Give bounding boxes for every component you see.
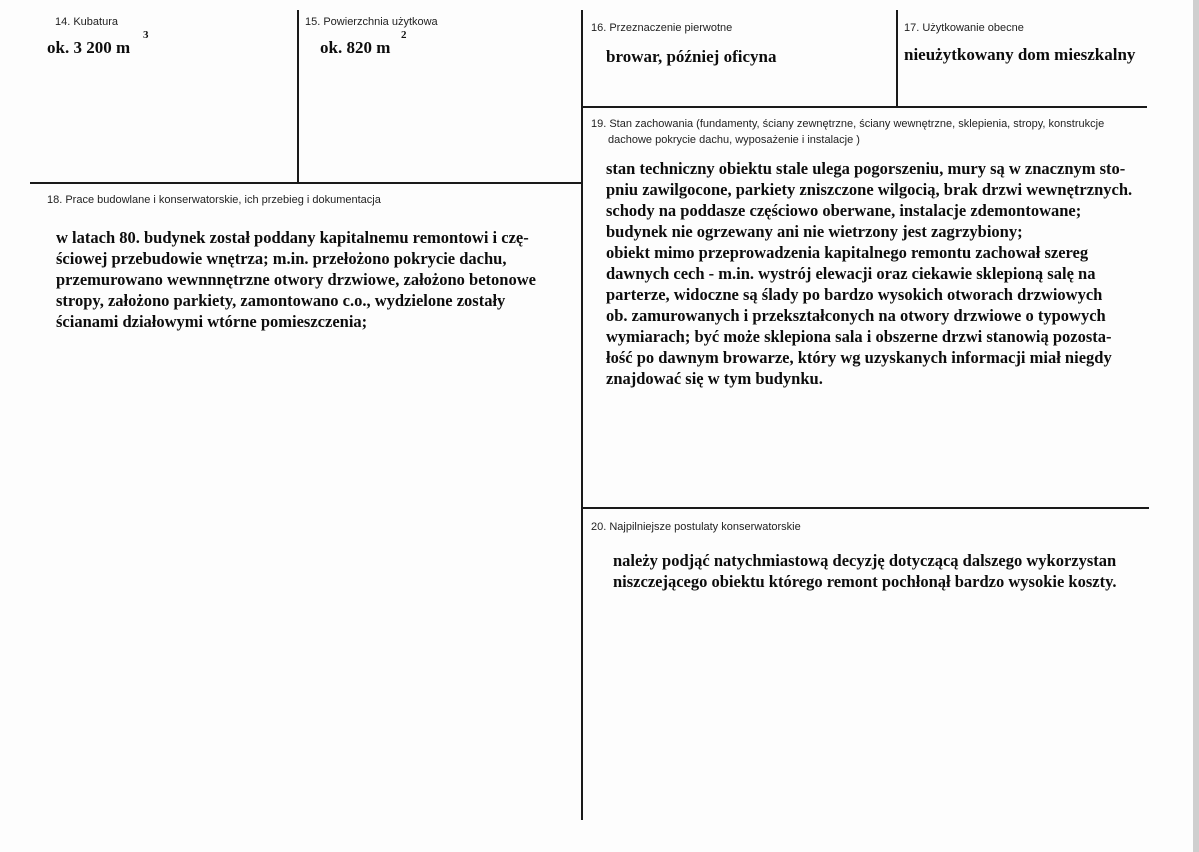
field-20-text — [613, 550, 1117, 592]
field-18-label: 18. Prace budowlane i konserwatorskie, ich przebieg i dokumentacja — [47, 194, 381, 206]
scan-edge-right — [1193, 0, 1199, 852]
field-18-text — [56, 227, 536, 332]
field-15-label: 15. Powierzchnia użytkowa — [305, 16, 438, 28]
divider-h-18 — [30, 182, 582, 184]
field-15-unit-exponent: 2 — [401, 29, 407, 41]
field-19-line: dawnych cech - m.in. wystrój elewacji oraz ciekawie sklepioną salę na — [606, 264, 1096, 283]
divider-v-main — [581, 10, 583, 820]
field-18-line: ścianami działowymi wtórne pomieszczenia; — [56, 312, 368, 331]
field-18-line: przemurowano wewnnnętrzne otwory drzwiowe, założono betonowe — [56, 270, 536, 289]
field-19-label-line-2: dachowe pokrycie dachu, wyposażenie i instalacje ) — [608, 134, 860, 146]
field-19-line: znajdować się w tym budynku. — [606, 369, 823, 388]
field-17-value: nieużytkowany dom mieszkalny — [904, 45, 1136, 64]
divider-v-14-15 — [297, 10, 299, 182]
field-19-line: schody na poddasze częściowo oberwane, instalacje zdemontowane; — [606, 201, 1082, 220]
divider-h-20 — [582, 507, 1149, 509]
field-19-label-line-1: 19. Stan zachowania (fundamenty, ściany zewnętrzne, ściany wewnętrzne, sklepienia, stropy, konstrukcje — [591, 118, 1105, 130]
field-16-label: 16. Przeznaczenie pierwotne — [591, 22, 733, 34]
field-18-line: ściowej przebudowie wnętrza; m.in. przełożono pokrycie dachu, — [56, 249, 507, 268]
field-15-value: ok. 820 m — [320, 38, 391, 57]
field-19-line: ob. zamurowanych i przekształconych na otwory drzwiowe o typowych — [606, 306, 1106, 325]
field-20-label: 20. Najpilniejsze postulaty konserwatorskie — [591, 521, 801, 533]
field-14-label: 14. Kubatura — [55, 16, 118, 28]
field-19-line: obiekt mimo przeprowadzenia kapitalnego remontu zachował szereg — [606, 243, 1089, 262]
field-16-value: browar, później oficyna — [606, 47, 777, 66]
field-18-line: stropy, założono parkiety, zamontowano c.o., wydzielone zostały — [56, 291, 506, 310]
field-14-unit-exponent: 3 — [143, 29, 149, 41]
field-18-line: w latach 80. budynek został poddany kapitalnemu remontowi i czę- — [56, 228, 529, 247]
field-14-value: ok. 3 200 m — [47, 38, 131, 57]
field-19-line: wymiarach; być może sklepiona sala i obszerne drzwi stanowią pozosta- — [606, 327, 1112, 346]
field-19-text — [606, 158, 1132, 389]
field-19-line: parterze, widoczne są ślady po bardzo wysokich otworach drzwiowych — [606, 285, 1103, 304]
divider-h-16-17 — [582, 106, 1147, 108]
field-19-line: stan techniczny obiektu stale ulega pogorszeniu, mury są w znacznym sto- — [606, 159, 1126, 178]
field-19-line: pniu zawilgocone, parkiety zniszczone wilgocią, brak drzwi wewnętrznych. — [606, 180, 1133, 199]
field-19-line: budynek nie ogrzewany ani nie wietrzony jest zagrzybiony; — [606, 222, 1023, 241]
field-20-line: niszczejącego obiektu którego remont pochłonął bardzo wysokie koszty. — [613, 572, 1117, 591]
field-17-label: 17. Użytkowanie obecne — [904, 22, 1024, 34]
field-19-line: łość po dawnym browarze, który wg uzyskanych informacji miał niegdy — [606, 348, 1112, 367]
field-20-line: należy podjąć natychmiastową decyzję dotyczącą dalszego wykorzystan — [613, 551, 1117, 570]
divider-v-16-17 — [896, 10, 898, 106]
